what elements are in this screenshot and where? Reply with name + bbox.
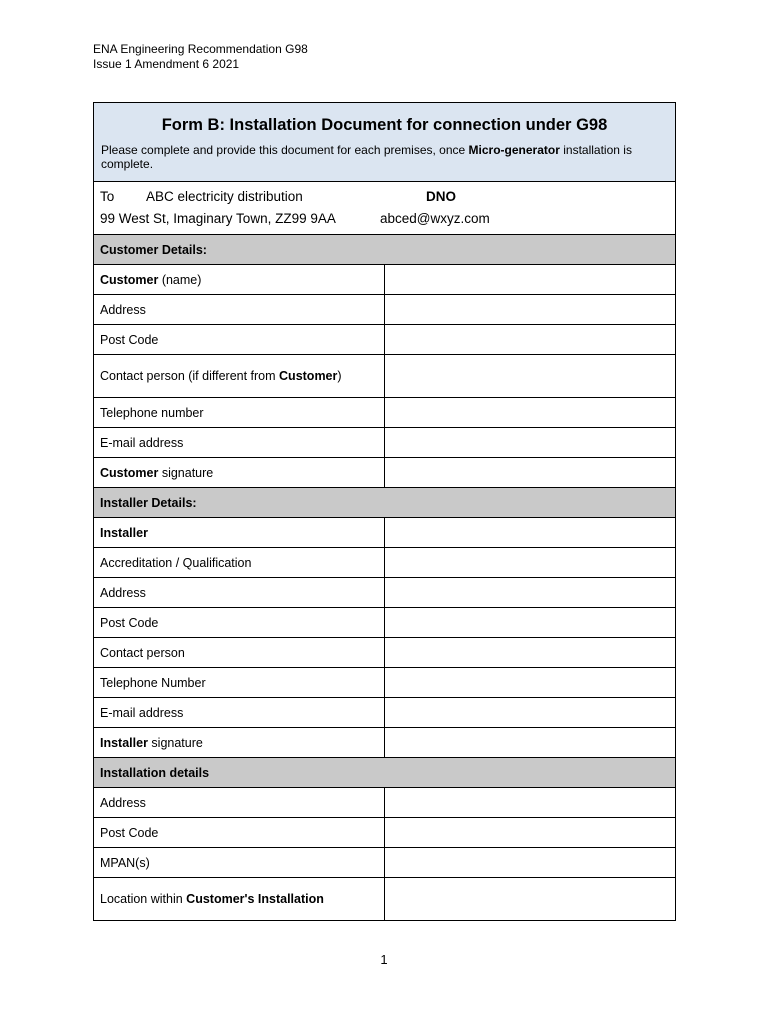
label-text: signature [158, 465, 214, 480]
form-title: Form B: Installation Document for connection under G98 [161, 115, 608, 134]
form-title-cell [94, 103, 676, 182]
label-text-end: ) [337, 368, 342, 383]
dno-name: ABC electricity distribution [146, 189, 303, 204]
dno-email: abced@wxyz.com [380, 211, 490, 226]
installer-signature-field[interactable] [385, 728, 676, 758]
installer-contact-row [94, 638, 676, 668]
installer-signature-row [94, 728, 676, 758]
label-bold: Installer [100, 525, 148, 540]
field-label [94, 878, 385, 921]
installation-address-row [94, 788, 676, 818]
recipient-line-2 [100, 208, 669, 230]
dno-address: 99 West St, Imaginary Town, ZZ99 9AA [100, 211, 336, 226]
recipient-row [94, 182, 676, 235]
customer-postcode-field[interactable] [385, 325, 676, 355]
section-title: Installer Details: [94, 488, 676, 518]
customer-postcode-row [94, 325, 676, 355]
field-label: Telephone number [94, 398, 385, 428]
description-text-end: installation is complete. [101, 142, 632, 171]
form-title-row [94, 103, 676, 182]
installer-accreditation-field[interactable] [385, 548, 676, 578]
customer-name-row [94, 265, 676, 295]
section-title: Customer Details: [94, 235, 676, 265]
installer-postcode-field[interactable] [385, 608, 676, 638]
section-title: Installation details [94, 758, 676, 788]
customer-telephone-field[interactable] [385, 398, 676, 428]
installer-contact-field[interactable] [385, 638, 676, 668]
description-text: Please complete and provide this document for each premises, once [101, 142, 469, 157]
installation-section-header [94, 758, 676, 788]
installation-postcode-row [94, 818, 676, 848]
installer-postcode-row [94, 608, 676, 638]
label-text: signature [147, 735, 203, 750]
field-label: Address [94, 788, 385, 818]
field-label [94, 458, 385, 488]
header-issue: Issue 1 Amendment 6 2021 [93, 57, 240, 71]
header-standard: ENA Engineering Recommendation G98 [93, 42, 308, 56]
customer-signature-field[interactable] [385, 458, 676, 488]
recipient-cell [94, 182, 676, 235]
label-text: (name) [158, 272, 202, 287]
customer-address-field[interactable] [385, 295, 676, 325]
installer-field[interactable] [385, 518, 676, 548]
field-label [94, 355, 385, 398]
installer-email-row [94, 698, 676, 728]
field-label: Telephone Number [94, 668, 385, 698]
customer-name-field[interactable] [385, 265, 676, 295]
label-bold: Customer [100, 465, 159, 480]
customer-address-row [94, 295, 676, 325]
field-label [94, 518, 385, 548]
field-label: MPAN(s) [94, 848, 385, 878]
installation-location-row [94, 878, 676, 921]
field-label [94, 728, 385, 758]
field-label: Contact person [94, 638, 385, 668]
installation-form [93, 102, 676, 921]
field-label: E-mail address [94, 698, 385, 728]
installation-postcode-field[interactable] [385, 818, 676, 848]
installer-accreditation-row [94, 548, 676, 578]
field-label: Post Code [94, 608, 385, 638]
label-bold: Customer's Installation [186, 891, 324, 906]
customer-email-field[interactable] [385, 428, 676, 458]
label-bold: Customer [100, 272, 159, 287]
customer-contact-row [94, 355, 676, 398]
recipient-line-1 [100, 186, 669, 208]
installer-row [94, 518, 676, 548]
installation-location-field[interactable] [385, 878, 676, 921]
customer-contact-field[interactable] [385, 355, 676, 398]
label-bold: Installer [100, 735, 148, 750]
field-label: Post Code [94, 325, 385, 355]
installer-address-field[interactable] [385, 578, 676, 608]
customer-telephone-row [94, 398, 676, 428]
label-bold: Customer [279, 368, 338, 383]
installation-address-field[interactable] [385, 788, 676, 818]
customer-signature-row [94, 458, 676, 488]
field-label [94, 265, 385, 295]
label-text: Contact person (if different from [100, 368, 280, 383]
label-text: Location within [100, 891, 187, 906]
field-label: Post Code [94, 818, 385, 848]
customer-section-header [94, 235, 676, 265]
field-label: Accreditation / Qualification [94, 548, 385, 578]
form-description [101, 143, 668, 171]
installer-telephone-field[interactable] [385, 668, 676, 698]
document-header [93, 42, 308, 72]
to-label: To [100, 189, 115, 204]
field-label: Address [94, 295, 385, 325]
installer-telephone-row [94, 668, 676, 698]
installation-mpan-row [94, 848, 676, 878]
field-label: E-mail address [94, 428, 385, 458]
description-bold: Micro-generator [468, 142, 560, 157]
installer-section-header [94, 488, 676, 518]
installer-email-field[interactable] [385, 698, 676, 728]
dno-label: DNO [426, 189, 456, 204]
installer-address-row [94, 578, 676, 608]
field-label: Address [94, 578, 385, 608]
installation-mpan-field[interactable] [385, 848, 676, 878]
page-number: 1 [380, 952, 388, 967]
customer-email-row [94, 428, 676, 458]
